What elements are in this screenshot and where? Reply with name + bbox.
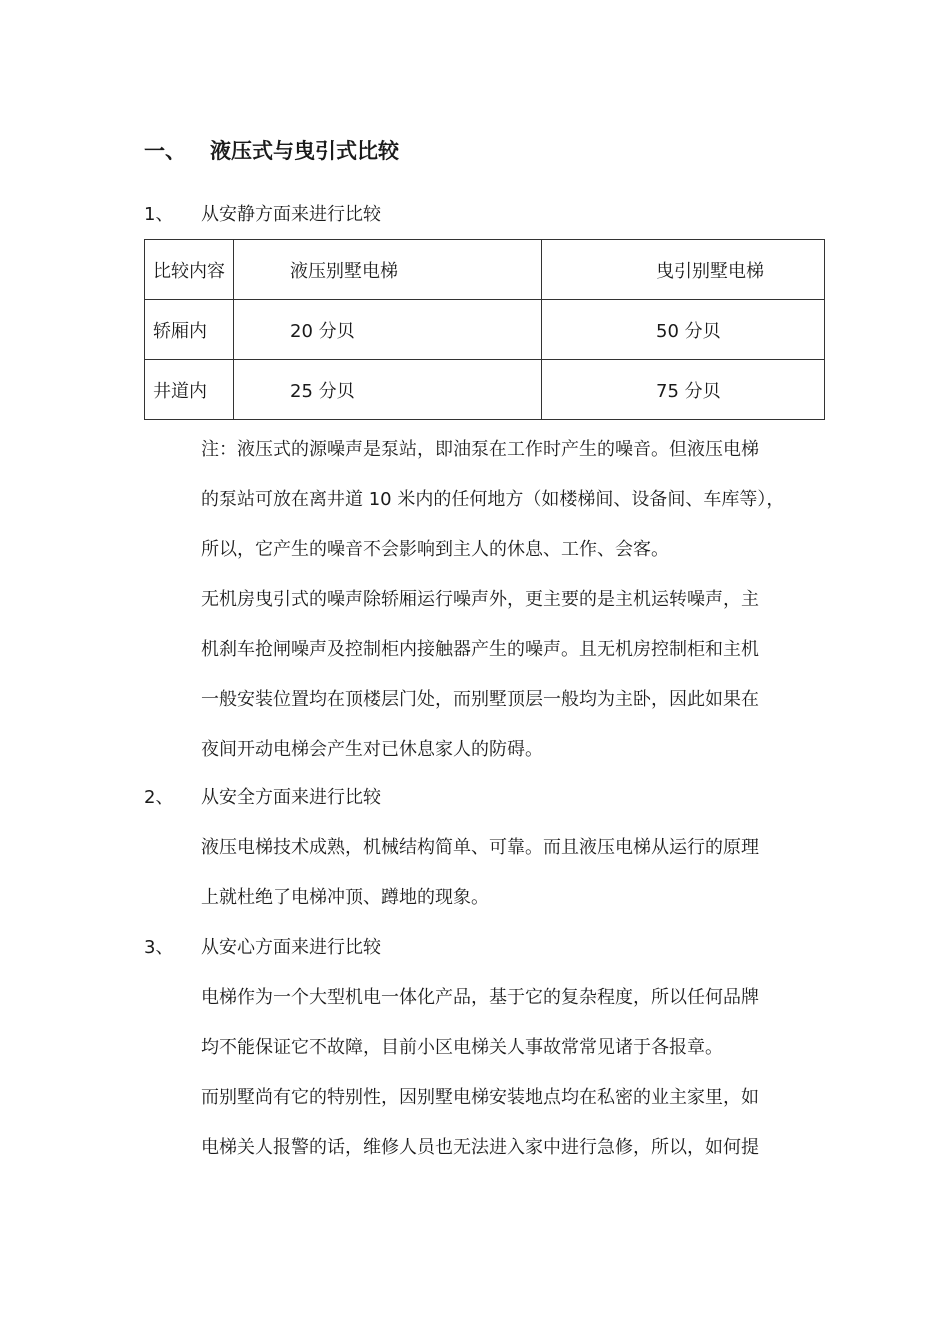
heading-number: 一、	[144, 139, 186, 163]
heading-title: 液压式与曳引式比较	[210, 139, 399, 163]
safety-paragraph	[201, 823, 826, 923]
section-title: 从安静方面来进行比较	[201, 204, 381, 225]
text-line: 所以，它产生的噪音不会影响到主人的休息、工作、会客。	[201, 539, 669, 560]
section-number: 1、	[144, 204, 174, 225]
text-line: 注：液压式的源噪声是泵站，即油泵在工作时产生的噪音。但液压电梯	[201, 439, 759, 460]
text-line: 无机房曳引式的噪声除轿厢运行噪声外，更主要的是主机运转噪声，主	[201, 589, 759, 610]
text-line: 一般安装位置均在顶楼层门处，而别墅顶层一般均为主卧，因此如果在	[201, 689, 759, 710]
table-cell: 井道内	[145, 360, 234, 420]
section-number: 3、	[144, 937, 174, 958]
table-cell: 50 分贝	[542, 300, 825, 360]
text-line: 夜间开动电梯会产生对已休息家人的防碍。	[201, 739, 543, 760]
table-row	[145, 360, 825, 420]
text-line: 液压电梯技术成熟，机械结构简单、可靠。而且液压电梯从运行的原理	[201, 837, 759, 858]
table-cell: 20 分贝	[234, 300, 542, 360]
text-line: 电梯作为一个大型机电一体化产品，基于它的复杂程度，所以任何品牌	[201, 987, 759, 1008]
peace-of-mind-paragraph	[201, 973, 826, 1173]
text-line: 的泵站可放在离井道 10 米内的任何地方（如楼梯间、设备间、车库等），	[201, 489, 785, 510]
text-line: 电梯关人报警的话，维修人员也无法进入家中进行急修，所以，如何提	[201, 1137, 759, 1158]
section-3-heading	[144, 935, 381, 961]
section-number: 2、	[144, 787, 174, 808]
section-title: 从安全方面来进行比较	[201, 787, 381, 808]
noise-note-paragraph	[201, 425, 826, 775]
table-row	[145, 300, 825, 360]
table-cell: 75 分贝	[542, 360, 825, 420]
section-title: 从安心方面来进行比较	[201, 937, 381, 958]
text-line: 机刹车抢闸噪声及控制柜内接触器产生的噪声。且无机房控制柜和主机	[201, 639, 759, 660]
comparison-table	[144, 239, 825, 420]
main-heading	[144, 136, 399, 166]
section-2-heading	[144, 785, 381, 811]
table-cell: 轿厢内	[145, 300, 234, 360]
section-1-heading	[144, 202, 381, 228]
table-header-cell: 液压别墅电梯	[234, 240, 542, 300]
text-line: 而别墅尚有它的特别性，因别墅电梯安装地点均在私密的业主家里，如	[201, 1087, 759, 1108]
table-cell: 25 分贝	[234, 360, 542, 420]
table-header-cell: 比较内容	[145, 240, 234, 300]
text-line: 均不能保证它不故障，目前小区电梯关人事故常常见诸于各报章。	[201, 1037, 723, 1058]
text-line: 上就杜绝了电梯冲顶、蹲地的现象。	[201, 887, 489, 908]
table-header-row	[145, 240, 825, 300]
table-header-cell: 曳引别墅电梯	[542, 240, 825, 300]
